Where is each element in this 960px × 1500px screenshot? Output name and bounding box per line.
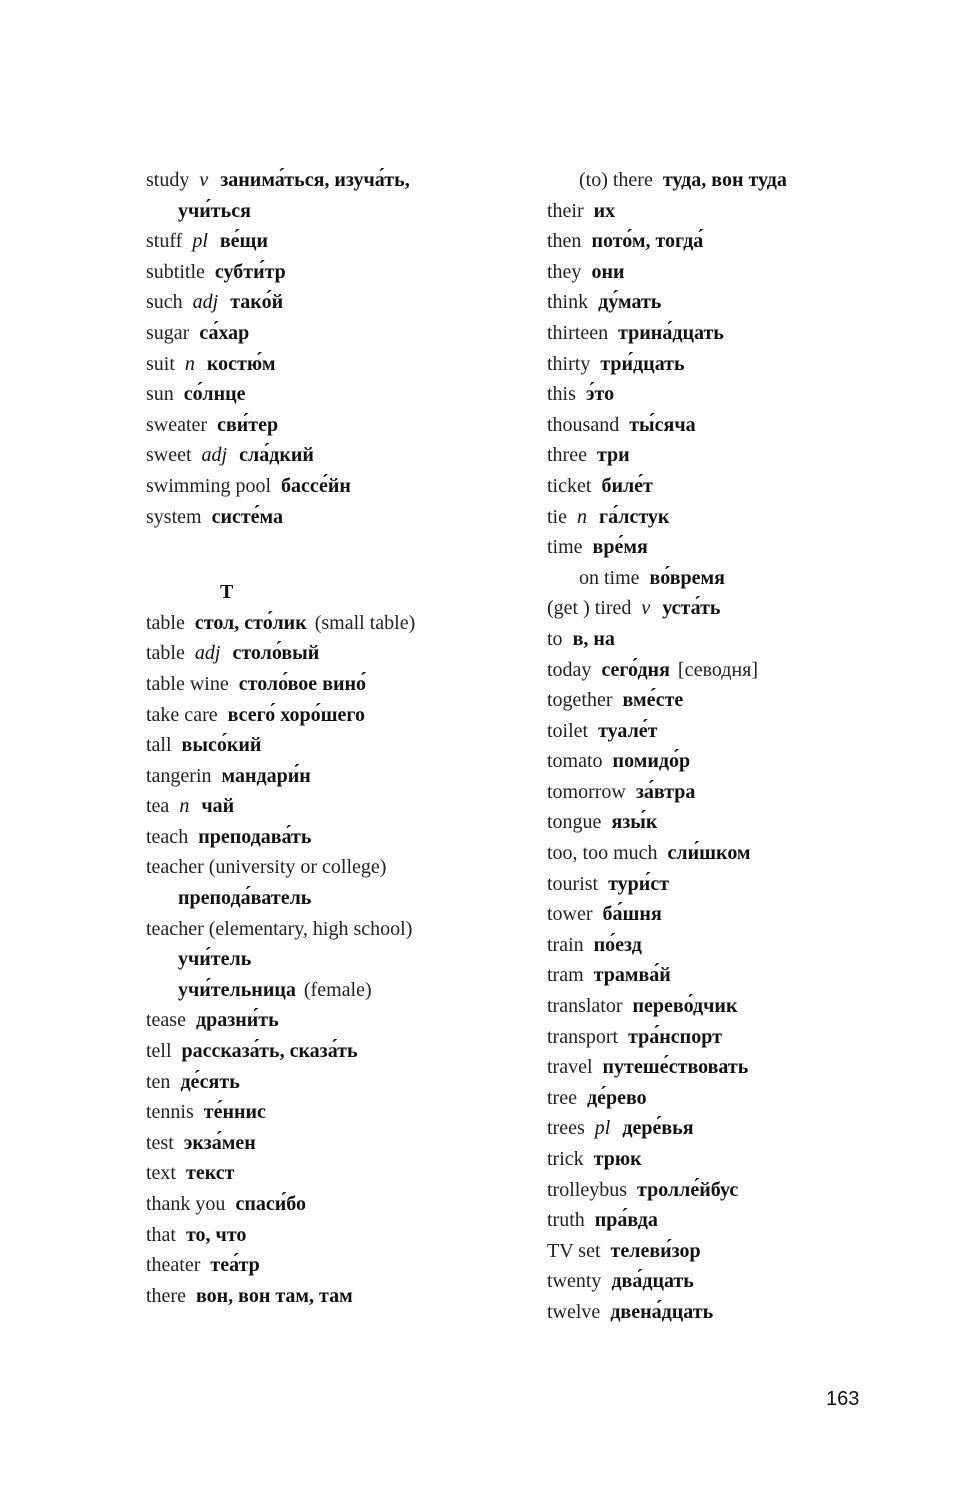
russian-translation: преподава́ть [198, 825, 312, 848]
section-spacer [146, 532, 526, 577]
russian-translation: тра́нспорт [628, 1025, 722, 1048]
russian-translation: систе́ма [211, 505, 284, 528]
russian-translation: они [591, 260, 625, 283]
russian-translation: са́хар [199, 321, 250, 344]
english-term: then [547, 230, 582, 253]
english-term: table wine [146, 672, 229, 695]
english-term: ticket [547, 474, 592, 497]
glossary-entry [146, 1158, 526, 1189]
english-term: text [146, 1162, 176, 1185]
english-term: toilet [547, 719, 589, 742]
russian-translation: ба́шня [602, 903, 662, 926]
glossary-entry [146, 730, 526, 761]
russian-translation: трина́дцать [618, 321, 724, 344]
russian-translation: текст [186, 1162, 235, 1185]
usage-note: [севодня] [677, 658, 759, 681]
glossary-entry [146, 1128, 526, 1159]
usage-note: (female) [303, 978, 372, 1001]
english-term: tree [547, 1086, 577, 1109]
russian-translation: туда, вон туда [662, 169, 787, 191]
glossary-entry [547, 899, 927, 930]
glossary-entry [547, 471, 927, 502]
russian-translation: столо́вый [232, 642, 320, 665]
english-term: table [146, 642, 185, 665]
glossary-entry [547, 1266, 927, 1297]
russian-translation: во́время [649, 566, 725, 589]
glossary-entry [146, 638, 526, 669]
english-term: this [547, 383, 576, 406]
english-term: translator [547, 995, 623, 1018]
english-term: travel [547, 1056, 593, 1079]
russian-translation: трамва́й [593, 964, 671, 987]
section-letter-heading: T [220, 581, 234, 604]
english-term: suit [146, 352, 175, 375]
english-term: tall [146, 734, 172, 757]
glossary-entry [146, 1067, 526, 1098]
russian-translation: учи́тель [178, 948, 252, 971]
russian-translation: чай [201, 795, 235, 818]
russian-translation: теа́тр [210, 1254, 260, 1277]
russian-translation: препода́ватель [178, 887, 312, 910]
glossary-entry [146, 379, 526, 410]
glossary-entry [547, 563, 927, 594]
russian-translation: бассе́йн [281, 474, 351, 497]
english-term: TV set [547, 1239, 601, 1262]
russian-translation: ты́сяча [629, 413, 696, 436]
glossary-entry [547, 930, 927, 961]
russian-translation: сего́дня [601, 658, 670, 681]
russian-translation: перево́дчик [632, 995, 738, 1018]
glossary-entry [146, 975, 526, 1006]
english-term: thirty [547, 352, 591, 375]
glossary-entry [547, 869, 927, 900]
english-term: sun [146, 383, 174, 406]
glossary-entry [146, 1097, 526, 1128]
glossary-entry [547, 593, 927, 624]
glossary-entry [547, 318, 927, 349]
english-term: swimming pool [146, 474, 272, 497]
left-column [146, 165, 526, 1311]
glossary-entry [146, 1036, 526, 1067]
glossary-entry [146, 822, 526, 853]
russian-translation: по́езд [593, 933, 642, 956]
russian-translation: ве́щи [219, 230, 268, 253]
russian-translation: те́ннис [203, 1101, 266, 1124]
glossary-entry [547, 287, 927, 318]
english-term: they [547, 260, 582, 283]
glossary-entry [146, 1220, 526, 1251]
russian-translation: уста́ть [662, 597, 721, 620]
english-term: to [547, 627, 563, 650]
russian-translation: тури́ст [608, 872, 670, 895]
russian-translation: костю́м [206, 352, 276, 375]
russian-translation: учи́ться [178, 199, 251, 222]
english-term: system [146, 505, 202, 528]
english-term: tower [547, 903, 593, 926]
english-term: together [547, 689, 613, 712]
russian-translation: дере́вья [622, 1117, 694, 1140]
glossary-entry [547, 1175, 927, 1206]
usage-note: (small table) [314, 611, 416, 634]
russian-translation: их [593, 199, 616, 222]
glossary-entry [547, 1205, 927, 1236]
part-of-speech: n [577, 505, 587, 528]
part-of-speech: pl [192, 230, 208, 253]
russian-translation: вре́мя [592, 536, 648, 559]
english-term: tourist [547, 872, 599, 895]
english-term: tea [146, 795, 170, 818]
english-term: twenty [547, 1270, 602, 1293]
glossary-entry [146, 502, 526, 533]
russian-translation: два́дцать [611, 1270, 694, 1293]
russian-translation: де́сять [180, 1070, 240, 1093]
glossary-entry [547, 502, 927, 533]
glossary-entry [146, 700, 526, 731]
english-term: study [146, 169, 190, 191]
glossary-entry [547, 1236, 927, 1267]
russian-translation: биле́т [601, 474, 653, 497]
part-of-speech: adj [194, 642, 221, 665]
english-term: tangerin [146, 764, 212, 787]
glossary-entry [146, 226, 526, 257]
english-term: ten [146, 1070, 171, 1093]
english-term: teacher (university or college) [146, 856, 387, 879]
part-of-speech: pl [594, 1117, 611, 1140]
glossary-entry [547, 1022, 927, 1053]
glossary-entry [547, 624, 927, 655]
english-term: tongue [547, 811, 602, 834]
english-term: sugar [146, 321, 190, 344]
glossary-entry [547, 777, 927, 808]
part-of-speech: n [184, 352, 195, 375]
russian-translation: путеше́ствовать [602, 1056, 749, 1079]
glossary-entry [146, 852, 526, 883]
russian-translation: сви́тер [217, 413, 279, 436]
glossary-entry [547, 257, 927, 288]
english-term: stuff [146, 230, 183, 253]
english-term: thousand [547, 413, 620, 436]
english-term: on time [579, 566, 640, 589]
glossary-entry [547, 655, 927, 686]
russian-translation: де́рево [586, 1086, 647, 1109]
english-term: test [146, 1131, 174, 1154]
russian-translation: вон, вон там, там [195, 1284, 353, 1307]
glossary-entry [146, 1005, 526, 1036]
russian-translation: туале́т [598, 719, 658, 742]
glossary-entry [146, 196, 526, 227]
glossary-entry [146, 1281, 526, 1312]
english-term: subtitle [146, 260, 205, 283]
glossary-entry [146, 669, 526, 700]
part-of-speech: adj [201, 444, 228, 467]
english-term: thirteen [547, 321, 609, 344]
part-of-speech: adj [192, 291, 219, 314]
russian-translation: учи́тельница [178, 978, 296, 1001]
russian-translation: спаси́бо [235, 1193, 306, 1215]
english-term: tennis [146, 1101, 194, 1124]
english-term: transport [547, 1025, 619, 1048]
glossary-entry [146, 1189, 526, 1220]
glossary-entry [547, 1144, 927, 1175]
glossary-entry [547, 410, 927, 441]
russian-translation: трюк [593, 1148, 642, 1170]
glossary-entry [146, 914, 526, 945]
glossary-entry [547, 960, 927, 991]
english-term: their [547, 199, 584, 222]
glossary-entry [146, 165, 526, 196]
russian-translation: мандари́н [221, 764, 311, 787]
english-term: time [547, 536, 583, 559]
russian-translation: двена́дцать [610, 1300, 714, 1323]
english-term: table [146, 611, 185, 634]
russian-translation: помидо́р [612, 750, 691, 773]
glossary-entry [547, 716, 927, 747]
russian-translation: за́втра [635, 780, 696, 803]
english-term: twelve [547, 1300, 601, 1323]
english-term: trees [547, 1117, 585, 1140]
russian-translation: то, что [186, 1223, 247, 1246]
english-term: that [146, 1223, 176, 1246]
english-term: teacher (elementary, high school) [146, 917, 413, 940]
english-term: sweet [146, 444, 192, 467]
glossary-entry [146, 349, 526, 380]
glossary-entry [146, 318, 526, 349]
russian-translation: э́то [585, 383, 615, 406]
glossary-entry [547, 838, 927, 869]
glossary-entry [146, 471, 526, 502]
glossary-entry [547, 1052, 927, 1083]
russian-translation: занима́ться, изуча́ть, [220, 169, 410, 191]
russian-translation: в, на [572, 627, 615, 650]
english-term: sweater [146, 413, 208, 436]
part-of-speech: v [641, 597, 651, 620]
russian-translation: пото́м, тогда́ [591, 230, 704, 253]
english-term: such [146, 291, 183, 314]
english-term: too, too much [547, 842, 658, 865]
glossary-entry [146, 1250, 526, 1281]
russian-translation: всего́ хоро́шего [227, 703, 365, 726]
part-of-speech: v [199, 169, 209, 191]
russian-translation: га́лстук [599, 505, 670, 528]
english-term: tomato [547, 750, 603, 773]
russian-translation: стол, сто́лик [194, 611, 307, 634]
english-term: tomorrow [547, 780, 626, 803]
glossary-entry [146, 761, 526, 792]
english-term: trick [547, 1148, 584, 1170]
glossary-entry [547, 226, 927, 257]
glossary-entry [547, 1083, 927, 1114]
glossary-entry [146, 883, 526, 914]
russian-translation: со́лнце [183, 383, 246, 406]
russian-translation: субти́тр [214, 260, 286, 283]
glossary-entry [146, 257, 526, 288]
english-term: take care [146, 703, 218, 726]
russian-translation: тролле́йбус [637, 1178, 739, 1201]
english-term: think [547, 291, 589, 314]
glossary-entry [547, 196, 927, 227]
glossary-entry [547, 349, 927, 380]
english-term: tram [547, 964, 584, 987]
glossary-entry [547, 532, 927, 563]
english-term: thank you [146, 1193, 226, 1215]
english-term: trolleybus [547, 1178, 627, 1201]
english-term: train [547, 933, 584, 956]
english-term: teach [146, 825, 189, 848]
page-number: 163 [826, 1388, 860, 1410]
russian-translation: дразни́ть [195, 1009, 279, 1032]
russian-translation: рассказа́ть, сказа́ть [181, 1040, 358, 1063]
russian-translation: ду́мать [598, 291, 662, 314]
glossary-entry [547, 1113, 927, 1144]
russian-translation: высо́кий [181, 734, 262, 757]
russian-translation: три [596, 444, 630, 467]
russian-translation: тако́й [230, 291, 284, 314]
english-term: tease [146, 1009, 186, 1032]
glossary-entry [547, 991, 927, 1022]
glossary-entry [547, 165, 927, 196]
russian-translation: телеви́зор [610, 1239, 701, 1262]
russian-translation: язы́к [611, 811, 658, 834]
english-term: there [146, 1284, 186, 1307]
glossary-entry [547, 379, 927, 410]
glossary-entry [146, 791, 526, 822]
russian-translation: сла́дкий [239, 444, 314, 467]
russian-translation: столо́вое вино́ [238, 672, 367, 695]
glossary-entry [547, 807, 927, 838]
glossary-entry [146, 944, 526, 975]
glossary-entry [146, 410, 526, 441]
part-of-speech: n [179, 795, 190, 818]
english-term: (get ) tired [547, 597, 632, 620]
english-term: (to) there [579, 169, 653, 191]
english-term: three [547, 444, 587, 467]
glossary-entry [547, 685, 927, 716]
russian-translation: вме́сте [622, 689, 684, 712]
english-term: today [547, 658, 592, 681]
glossary-entry [146, 440, 526, 471]
english-term: tie [547, 505, 567, 528]
glossary-entry [146, 608, 526, 639]
russian-translation: три́дцать [600, 352, 685, 375]
glossary-entry [547, 440, 927, 471]
glossary-entry [547, 1297, 927, 1328]
glossary-entry [547, 746, 927, 777]
english-term: truth [547, 1209, 585, 1232]
russian-translation: пра́вда [594, 1209, 658, 1232]
glossary-entry [146, 287, 526, 318]
russian-translation: экза́мен [183, 1131, 256, 1154]
english-term: tell [146, 1040, 172, 1063]
russian-translation: сли́шком [667, 842, 751, 865]
english-term: theater [146, 1254, 201, 1277]
right-column [547, 165, 927, 1328]
